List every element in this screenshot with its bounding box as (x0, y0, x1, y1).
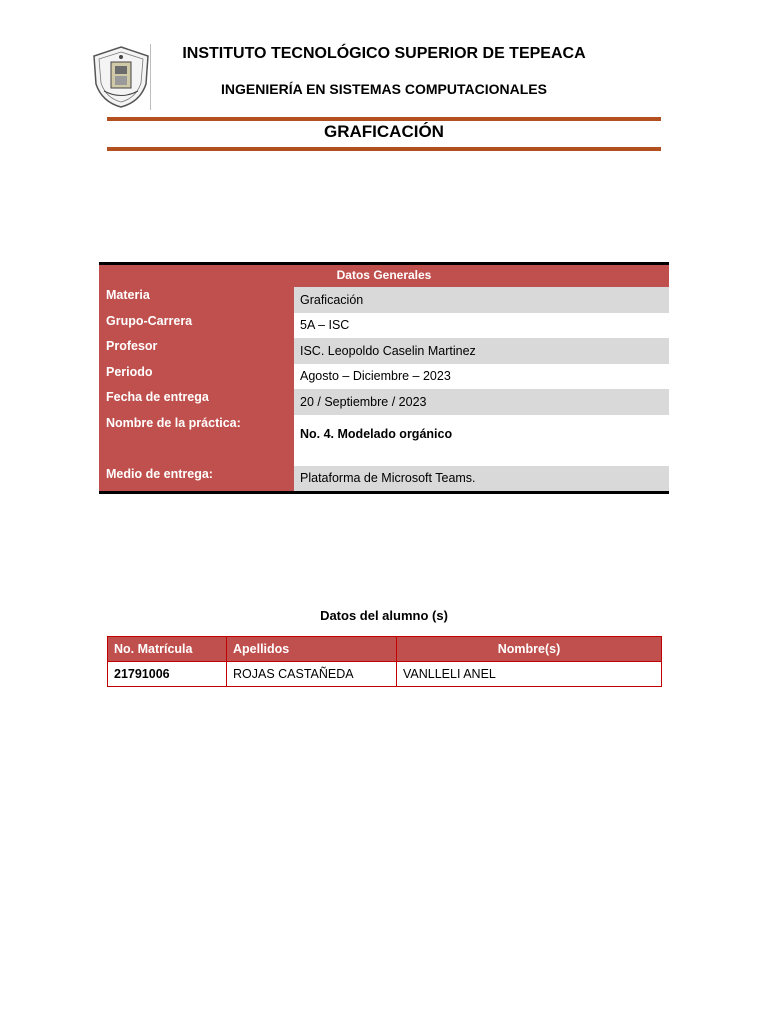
general-value: 5A – ISC (294, 313, 669, 339)
cell-apellidos: ROJAS CASTAÑEDA (227, 662, 397, 687)
general-label: Periodo (99, 364, 294, 390)
header-matricula: No. Matrícula (108, 637, 227, 662)
cell-matricula: 21791006 (108, 662, 227, 687)
general-label: Medio de entrega: (99, 466, 294, 492)
title-rule-top (107, 117, 661, 121)
general-value: ISC. Leopoldo Caselin Martinez (294, 338, 669, 364)
general-row-materia (99, 287, 669, 313)
students-header-row (108, 637, 662, 662)
table-row (108, 662, 662, 687)
general-label: Fecha de entrega (99, 389, 294, 415)
general-row-grupo (99, 313, 669, 339)
general-label: Materia (99, 287, 294, 313)
general-row-medio (99, 466, 669, 492)
general-value: 20 / Septiembre / 2023 (294, 389, 669, 415)
general-row-profesor (99, 338, 669, 364)
header-nombre: Nombre(s) (397, 637, 662, 662)
cell-nombre: VANLLELI ANEL (397, 662, 662, 687)
institute-name: INSTITUTO TECNOLÓGICO SUPERIOR DE TEPEACA (182, 45, 586, 62)
general-value: Graficación (294, 287, 669, 313)
subject-title: GRAFICACIÓN (324, 122, 444, 141)
general-data-title: Datos Generales (99, 265, 669, 287)
general-data-table (99, 262, 669, 494)
general-row-periodo (99, 364, 669, 390)
general-label: Profesor (99, 338, 294, 364)
header-apellidos: Apellidos (227, 637, 397, 662)
general-value: Agosto – Diciembre – 2023 (294, 364, 669, 390)
general-label: Grupo-Carrera (99, 313, 294, 339)
general-label: Nombre de la práctica: (99, 415, 294, 466)
students-table (107, 636, 662, 687)
general-value: No. 4. Modelado orgánico (294, 415, 669, 466)
career-name: INGENIERÍA EN SISTEMAS COMPUTACIONALES (221, 81, 547, 97)
general-row-fecha (99, 389, 669, 415)
general-value: Plataforma de Microsoft Teams. (294, 466, 669, 492)
students-title: Datos del alumno (s) (320, 608, 448, 623)
general-row-practica (99, 415, 669, 466)
title-rule-bottom (107, 147, 661, 151)
